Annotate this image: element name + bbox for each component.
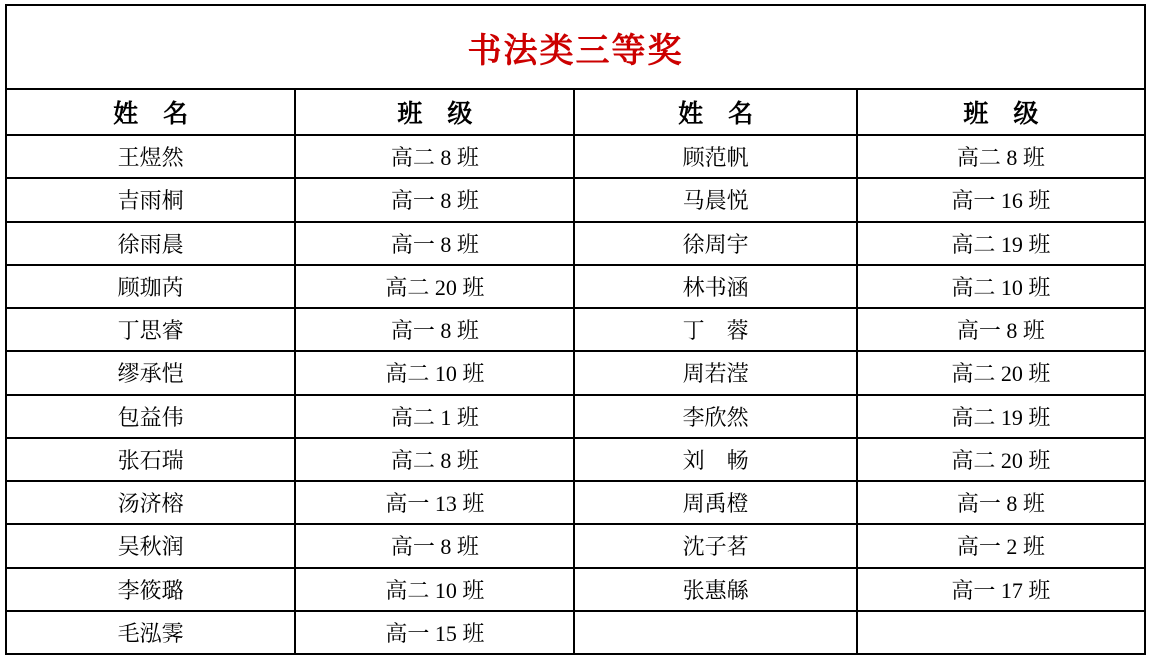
name-cell: 毛泓霁	[6, 611, 295, 654]
class-cell: 高二 10 班	[295, 351, 574, 394]
name-cell: 丁思睿	[6, 308, 295, 351]
table-row	[6, 308, 1145, 351]
class-cell	[857, 611, 1145, 654]
name-cell: 汤济榕	[6, 481, 295, 524]
class-cell: 高二 10 班	[857, 265, 1145, 308]
name-cell: 徐雨晨	[6, 222, 295, 265]
class-cell: 高二 8 班	[295, 135, 574, 178]
name-cell: 张石瑞	[6, 438, 295, 481]
class-cell: 高一 8 班	[295, 178, 574, 221]
name-cell	[574, 611, 856, 654]
header-row	[6, 89, 1145, 135]
name-cell: 刘 畅	[574, 438, 856, 481]
class-cell: 高一 15 班	[295, 611, 574, 654]
class-cell: 高二 20 班	[857, 438, 1145, 481]
class-cell: 高二 20 班	[295, 265, 574, 308]
table-row	[6, 481, 1145, 524]
name-cell: 林书涵	[574, 265, 856, 308]
table-row	[6, 395, 1145, 438]
table-row	[6, 438, 1145, 481]
title-row	[6, 5, 1145, 89]
award-table	[5, 4, 1146, 655]
class-cell: 高二 20 班	[857, 351, 1145, 394]
class-cell: 高二 10 班	[295, 568, 574, 611]
name-cell: 吉雨桐	[6, 178, 295, 221]
class-cell: 高二 19 班	[857, 222, 1145, 265]
class-cell: 高一 8 班	[295, 524, 574, 567]
table-row	[6, 265, 1145, 308]
class-cell: 高二 8 班	[857, 135, 1145, 178]
name-cell: 丁 蓉	[574, 308, 856, 351]
class-cell: 高二 8 班	[295, 438, 574, 481]
name-cell: 马晨悦	[574, 178, 856, 221]
class-cell: 高一 8 班	[295, 308, 574, 351]
class-cell: 高一 2 班	[857, 524, 1145, 567]
name-cell: 包益伟	[6, 395, 295, 438]
table-row	[6, 178, 1145, 221]
name-cell: 徐周宇	[574, 222, 856, 265]
class-cell: 高一 8 班	[295, 222, 574, 265]
class-cell: 高一 13 班	[295, 481, 574, 524]
table-row	[6, 611, 1145, 654]
name-cell: 周若滢	[574, 351, 856, 394]
class-cell: 高一 8 班	[857, 308, 1145, 351]
name-cell: 缪承恺	[6, 351, 295, 394]
table-body	[6, 135, 1145, 654]
name-cell: 周禹橙	[574, 481, 856, 524]
name-cell: 吴秋润	[6, 524, 295, 567]
table-row	[6, 135, 1145, 178]
class-cell: 高二 19 班	[857, 395, 1145, 438]
name-cell: 李欣然	[574, 395, 856, 438]
name-cell: 王煜然	[6, 135, 295, 178]
column-header-class-right: 班 级	[857, 89, 1145, 135]
column-header-name-left: 姓 名	[6, 89, 295, 135]
table-row	[6, 524, 1145, 567]
table-row	[6, 568, 1145, 611]
column-header-name-right: 姓 名	[574, 89, 856, 135]
class-cell: 高一 16 班	[857, 178, 1145, 221]
column-header-class-left: 班 级	[295, 89, 574, 135]
table-row	[6, 351, 1145, 394]
class-cell: 高一 17 班	[857, 568, 1145, 611]
table-row	[6, 222, 1145, 265]
name-cell: 沈子茗	[574, 524, 856, 567]
name-cell: 顾珈芮	[6, 265, 295, 308]
name-cell: 张惠緜	[574, 568, 856, 611]
name-cell: 顾范帆	[574, 135, 856, 178]
class-cell: 高二 1 班	[295, 395, 574, 438]
name-cell: 李筱璐	[6, 568, 295, 611]
table-title: 书法类三等奖	[6, 5, 1145, 89]
class-cell: 高一 8 班	[857, 481, 1145, 524]
